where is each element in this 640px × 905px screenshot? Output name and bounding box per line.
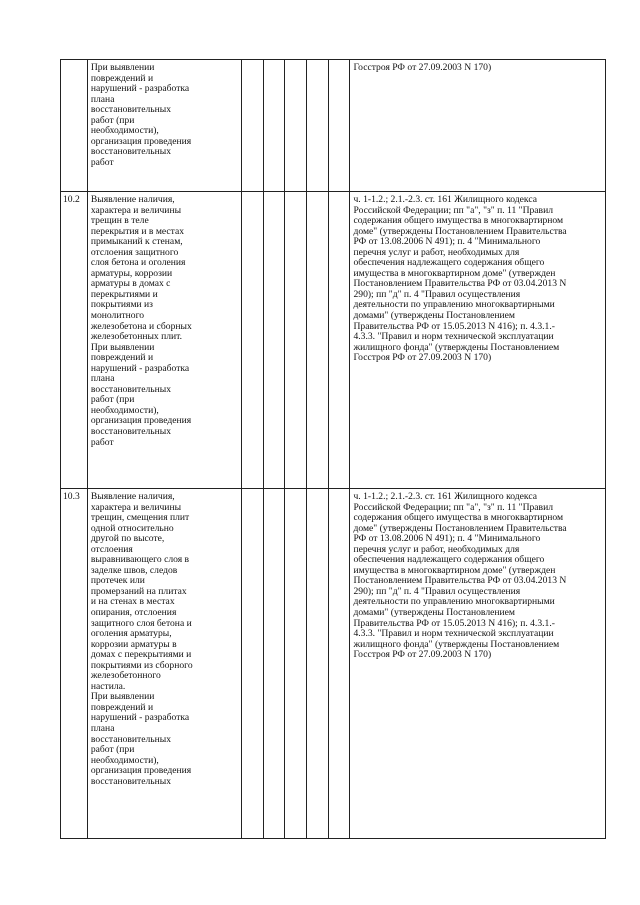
- description-text: [88, 192, 241, 448]
- text-line: перечня услуг и работ, необходимых для: [353, 246, 520, 258]
- text-line: необходимости),: [90, 125, 159, 137]
- text-line: организация проведения: [90, 135, 192, 147]
- text-line: При выявлении: [90, 62, 155, 73]
- text-line: монолитного: [90, 310, 145, 322]
- text-line: 290); пп "д" п. 4 "Правил осуществления: [353, 585, 521, 597]
- empty-cell: [285, 489, 307, 839]
- text-line: Российской Федерации; пп "а", "з" п. 11 "Правил: [353, 501, 554, 513]
- text-line: Госстроя РФ от 27.09.2003 N 170): [353, 62, 492, 73]
- text-line: имущества в многоквартирном доме" (утвержден: [353, 267, 556, 279]
- text-line: восстановительных: [90, 383, 172, 395]
- text-line: нарушений - разработка: [90, 712, 190, 724]
- text-line: Выявление наличия,: [90, 491, 175, 502]
- empty-cell: [328, 60, 350, 192]
- text-line: восстановительных: [90, 733, 172, 745]
- row-number: [61, 60, 87, 63]
- table-row: [61, 489, 606, 839]
- table-row: [61, 192, 606, 489]
- text-line: обеспечения надлежащего содержания общего: [353, 257, 545, 269]
- text-line: железобетонного: [90, 670, 161, 682]
- text-line: организация проведения: [90, 765, 192, 777]
- text-line: повреждений и: [90, 72, 154, 84]
- text-line: восстановительных: [90, 104, 172, 116]
- text-line: промерзаний на плитах: [90, 585, 187, 597]
- row-number: 10.3: [63, 491, 80, 502]
- text-line: настила.: [90, 680, 126, 692]
- text-line: перекрытиями и: [90, 288, 158, 300]
- table-row: [61, 60, 606, 192]
- text-line: повреждений и: [90, 352, 154, 364]
- empty-cell: [307, 489, 329, 839]
- text-line: нарушений - разработка: [90, 362, 190, 374]
- text-line: 290); пп "д" п. 4 "Правил осуществления: [353, 288, 521, 300]
- empty-cell: [263, 60, 285, 192]
- text-line: ч. 1-1.2.; 2.1.-2.3. ст. 161 Жилищного кодекса: [353, 194, 537, 205]
- text-line: выравнивающего слоя в: [90, 554, 190, 566]
- description-cell: [87, 60, 241, 192]
- text-line: и на стенах в местах: [90, 596, 175, 608]
- text-line: работ (при: [90, 114, 135, 126]
- text-line: жилищного фонда" (утверждены Постановлением: [353, 638, 560, 650]
- description-cell: [87, 489, 241, 839]
- text-line: РФ от 13.08.2006 N 491); п. 4 "Минимального: [353, 236, 541, 248]
- empty-cell: [241, 60, 263, 192]
- legal-basis-text: [350, 489, 605, 661]
- text-line: протечек или: [90, 575, 145, 587]
- description-text: [88, 489, 241, 787]
- text-line: работ: [90, 156, 114, 168]
- text-line: арматуры, коррозии: [90, 267, 173, 279]
- empty-cell: [263, 489, 285, 839]
- empty-cell: [241, 192, 263, 489]
- text-line: повреждений и: [90, 701, 154, 713]
- text-line: железобетонных плит.: [90, 331, 183, 343]
- text-line: оголения арматуры,: [90, 628, 172, 640]
- empty-cell: [263, 192, 285, 489]
- text-line: Российской Федерации; пп "а", "з" п. 11 "Правил: [353, 204, 554, 216]
- maintenance-table: [60, 59, 606, 839]
- text-line: работ (при: [90, 394, 135, 406]
- text-line: домами" (утверждены Постановлением: [353, 607, 515, 619]
- legal-basis-text: [350, 192, 605, 364]
- text-line: арматуры в домах с: [90, 278, 171, 290]
- text-line: коррозии арматуры в: [90, 638, 177, 650]
- text-line: плана: [90, 723, 115, 735]
- text-line: отслоения: [90, 543, 133, 555]
- text-line: 4.3.3. "Правил и норм технической эксплуатации: [353, 331, 554, 343]
- text-line: слоя бетона и оголения: [90, 257, 186, 269]
- text-line: заделке швов, следов: [90, 564, 178, 576]
- text-line: При выявлении: [90, 341, 155, 353]
- row-number-cell: [61, 192, 88, 489]
- text-line: РФ от 13.08.2006 N 491); п. 4 "Минимального: [353, 533, 541, 545]
- text-line: Правительства РФ от 15.05.2013 N 416); п. 4.3.1.-: [353, 320, 555, 332]
- text-line: Постановлением Правительства РФ от 03.04.2013 N: [353, 278, 567, 290]
- text-line: обеспечения надлежащего содержания общего: [353, 554, 545, 566]
- text-line: деятельности по управлению многоквартирными: [353, 596, 555, 608]
- text-line: плана: [90, 373, 115, 385]
- empty-cell: [241, 489, 263, 839]
- row-number: 10.2: [63, 194, 80, 205]
- text-line: Выявление наличия,: [90, 194, 175, 205]
- legal-basis-cell: [350, 489, 606, 839]
- text-line: домами" (утверждены Постановлением: [353, 310, 515, 322]
- description-text: [88, 60, 241, 168]
- text-line: плана: [90, 93, 115, 105]
- text-line: содержания общего имущества в многоквартирном: [353, 512, 564, 524]
- legal-basis-cell: [350, 60, 606, 192]
- text-line: Госстроя РФ от 27.09.2003 N 170): [353, 352, 492, 364]
- text-line: работ: [90, 436, 114, 448]
- text-line: покрытиями из: [90, 299, 153, 311]
- text-line: перекрытия и в местах: [90, 225, 185, 237]
- text-line: Госстроя РФ от 27.09.2003 N 170): [353, 649, 492, 661]
- text-line: доме" (утверждены Постановлением Правительства: [353, 225, 567, 237]
- legal-basis-cell: [350, 192, 606, 489]
- text-line: содержания общего имущества в многоквартирном: [353, 215, 564, 227]
- text-line: При выявлении: [90, 691, 155, 703]
- text-line: покрытиями из сборного: [90, 659, 193, 671]
- empty-cell: [307, 192, 329, 489]
- text-line: трещин, смещения плит: [90, 512, 190, 524]
- text-line: Правительства РФ от 15.05.2013 N 416); п. 4.3.1.-: [353, 617, 555, 629]
- text-line: необходимости),: [90, 404, 159, 416]
- text-line: защитного слоя бетона и: [90, 617, 192, 629]
- text-line: восстановительных: [90, 426, 172, 438]
- text-line: Постановлением Правительства РФ от 03.04.2013 N: [353, 575, 567, 587]
- empty-cell: [285, 192, 307, 489]
- text-line: одной относительно: [90, 522, 174, 534]
- text-line: трещин в теле: [90, 215, 149, 227]
- row-number-cell: [61, 60, 88, 192]
- empty-cell: [307, 60, 329, 192]
- text-line: характера и величины: [90, 204, 182, 216]
- text-line: работ (при: [90, 744, 135, 756]
- text-line: характера и величины: [90, 501, 182, 513]
- text-line: доме" (утверждены Постановлением Правительства: [353, 522, 567, 534]
- text-line: ч. 1-1.2.; 2.1.-2.3. ст. 161 Жилищного кодекса: [353, 491, 537, 502]
- text-line: железобетона и сборных: [90, 320, 192, 332]
- text-line: примыканий к стенам,: [90, 236, 183, 248]
- empty-cell: [328, 192, 350, 489]
- empty-cell: [328, 489, 350, 839]
- text-line: отслоения защитного: [90, 246, 179, 258]
- text-line: 4.3.3. "Правил и норм технической эксплуатации: [353, 628, 554, 640]
- text-line: опирания, отслоения: [90, 607, 177, 619]
- text-line: домах с перекрытиями и: [90, 649, 192, 661]
- text-line: восстановительных: [90, 146, 172, 158]
- text-line: другой по высоте,: [90, 533, 165, 545]
- text-line: необходимости),: [90, 754, 159, 766]
- row-number-cell: [61, 489, 88, 839]
- text-line: перечня услуг и работ, необходимых для: [353, 543, 520, 555]
- text-line: нарушений - разработка: [90, 83, 190, 95]
- text-line: деятельности по управлению многоквартирными: [353, 299, 555, 311]
- text-line: восстановительных: [90, 775, 172, 787]
- description-cell: [87, 192, 241, 489]
- legal-basis-text: [350, 60, 605, 74]
- text-line: жилищного фонда" (утверждены Постановлением: [353, 341, 560, 353]
- text-line: организация проведения: [90, 415, 192, 427]
- text-line: имущества в многоквартирном доме" (утвержден: [353, 564, 556, 576]
- empty-cell: [285, 60, 307, 192]
